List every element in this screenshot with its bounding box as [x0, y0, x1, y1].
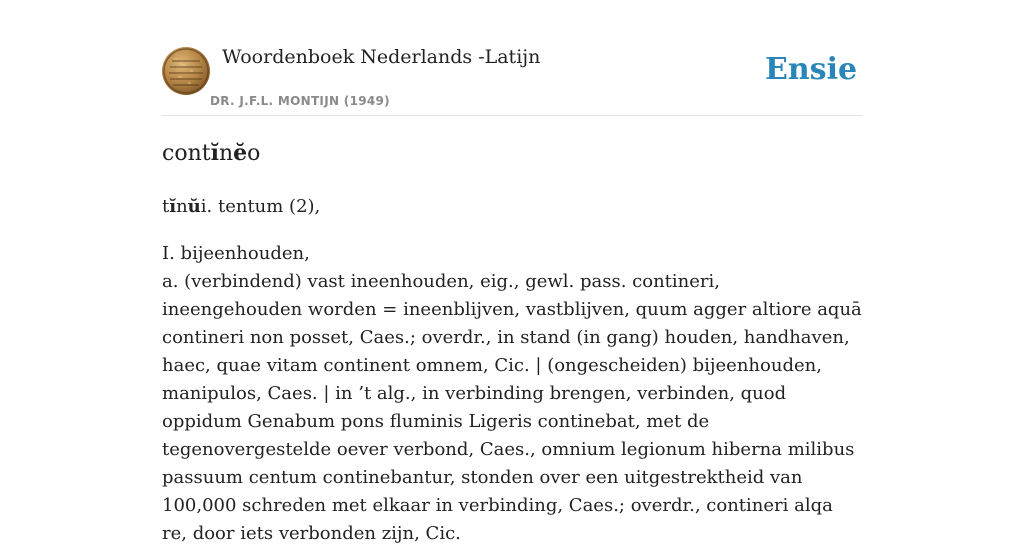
headword-part: o	[247, 141, 261, 166]
dictionary-author: DR. J.F.L. MONTIJN (1949)	[210, 94, 390, 108]
forms-part-bold: ĭ	[169, 196, 177, 217]
headword-part: cont	[162, 141, 211, 166]
headword-part-bold: ĭ	[210, 140, 219, 166]
headword-part-bold: ĕ	[233, 140, 248, 166]
forms-part-bold: ŭ	[187, 196, 201, 217]
dictionary-title[interactable]: Woordenboek Nederlands -Latijn	[222, 46, 541, 68]
headword-part: n	[218, 141, 234, 166]
forms-part: n	[176, 196, 188, 217]
forms-part: t	[162, 196, 170, 217]
sense-text: a. (verbindend) vast ineenhouden, eig., gewl. pass. contineri, ineengehouden worden = ineenblijven, vastblijven, quum agger altiore aquā contineri non posset, Caes.; overdr., in stand (in gang) houden, handhaven, haec, quae vitam continent omnem, Cic. | (ongescheiden) bijeenhouden, manipulos, Caes. | in ’t alg., in verbinding brengen, verbinden, quod oppidum Genabum pons fluminis Ligeris continebat, met de tegenovergestelde oever verbond, Caes., omnium legionum hiberna milibus passuum centum continebantur, stonden over een uitgestrektheid van 100,000 schreden met elkaar in verbinding, Caes.; overdr., contineri alqa re, door iets verbonden zijn, Cic.	[162, 271, 862, 544]
coin-medallion-icon	[162, 47, 210, 95]
entry-headword	[162, 140, 260, 166]
sense-heading: I. bijeenhouden,	[162, 243, 310, 264]
sense-block	[162, 240, 862, 548]
entry-body	[162, 193, 862, 548]
brand-logo[interactable]: Ensie	[765, 52, 858, 87]
forms-part: i. tentum (2),	[200, 196, 321, 217]
entry-forms	[162, 193, 862, 221]
header-divider	[162, 115, 862, 116]
